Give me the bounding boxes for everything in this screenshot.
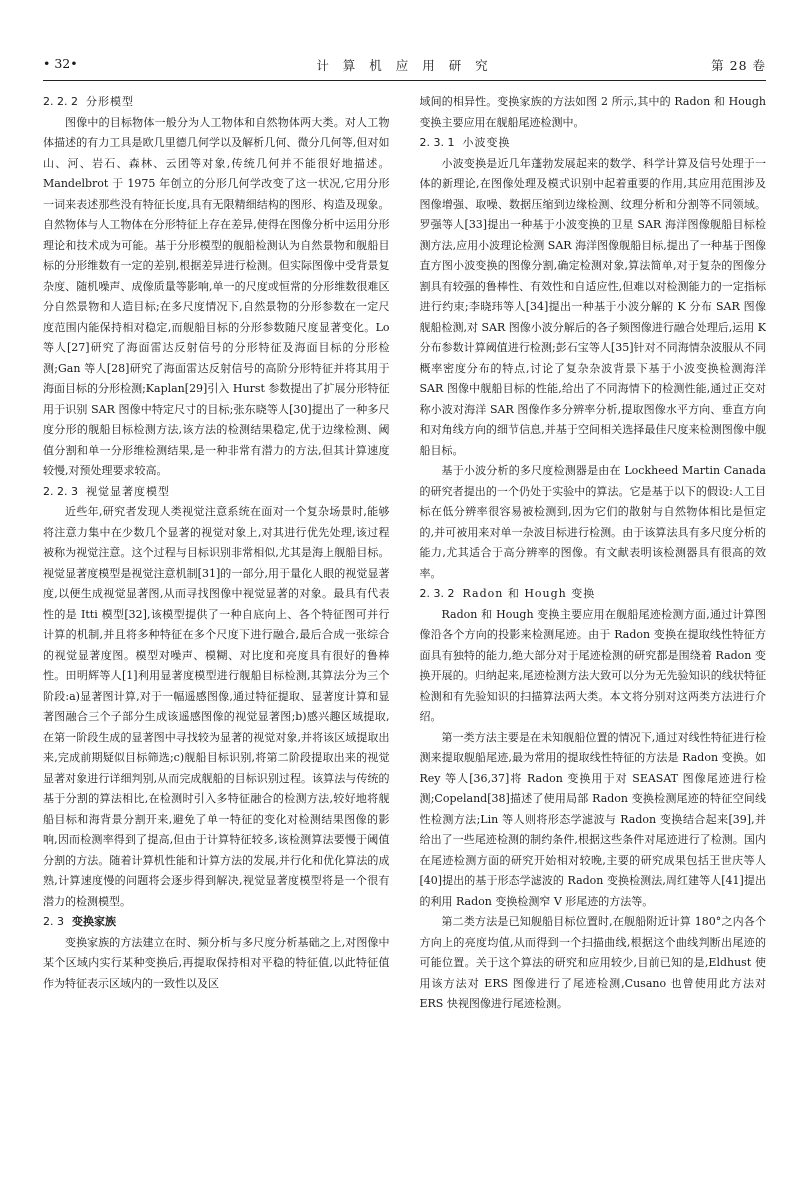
paragraph-first-method: 第一类方法主要是在未知舰船位置的情况下,通过对线性特征进行检测来提取舰船尾迹,最为常用的提取线性特征的方法是 Radon 变换。如 Rey 等人[36,37]将 Radon 变换用于对 SEASAT 图像尾迹进行检测;Copeland[38]描述了使用局部 Radon 变换检测尾迹的特征空间线性检测方法;Lin 等人则将形态学滤波与 Radon 变换结合起来[39],并给出了一些尾迹检测的制约条件,根据这些条件对尾迹进行了检测。国内在尾迹检测方面的研究开始相对较晚,主要的研究成果包括王世庆等人[40]提出的基于形态学滤波的 Radon 变换检测法,周红建等人[41]提出的利用 Radon 变换检测窄 V 形尾迹的方法等。	[419, 730, 766, 908]
right-column	[420, 92, 767, 1181]
section-heading-2-3-2: 2. 3. 2 Radon 和 Hough 变换	[419, 587, 596, 600]
journal-title: 计 算 机 应 用 研 究	[316, 58, 493, 73]
header-rule	[43, 80, 766, 81]
running-header	[43, 56, 766, 76]
paragraph-continuation: 域间的相异性。变换家族的方法如图 2 所示,其中的 Radon 和 Hough 变换主要应用在舰船尾迹检测中。	[419, 95, 766, 129]
paragraph-multiscale-detector: 基于小波分析的多尺度检测器是由在 Lockheed Martin Canada 的研究者提出的一个仍处于实验中的算法。它是基于以下的假设:人工目标在低分辨率很容易被检测到,因为它们的散射与自然物体相比是恒定的,并可被用来对单一杂波目标进行检测。由于该算法具有多尺度分析的能力,尤其适合于高分辨率的图像。有文献表明该检测器具有很高的效率。	[419, 464, 766, 580]
paragraph-transform-family: 变换家族的方法建立在时、频分析与多尺度分析基础之上,对图像中某个区域内实行某种变换后,再提取保持相对平稳的特征值,以此特征值作为特征表示区域内的一致性以及区	[43, 935, 390, 990]
section-heading-2-2-2: 2. 2. 2 分形模型	[43, 95, 134, 108]
paragraph-wavelet: 小波变换是近几年蓬勃发展起来的数学、科学计算及信号处理于一体的新理论,在图像处理及模式识别中起着重要的作用,其应用范围涉及图像增强、取噪、数据压缩到边缘检测、纹理分析和分割等不同领域。罗强等人[33]提出一种基于小波变换的卫星 SAR 海洋图像舰船目标检测方法,应用小波理论检测 SAR 海洋图像舰船目标,提出了一种基于图像直方图小波变换的图像分割,确定检测对象,算法简单,对于复杂的图像分割具有较强的鲁棒性、有效性和自适应性,但难以对检测能力的一定指标进行约束;李晓玮等人[34]提出一种基于小波分解的 K 分布 SAR 图像舰船检测,对 SAR 图像小波分解后的各子频图像进行融合处理后,运用 K 分布参数计算阈值进行检测;彭石宝等人[35]针对不同海情杂波服从不同概率密度分布的特点,讨论了复杂杂波背景下基于小波变换检测海洋 SAR 图像中舰船目标的性能,给出了不同海情下的检测性能,通过正交对称小波对海洋 SAR 图像作多分辨率分析,提取图像水平方向、垂直方向和对角线方向的细节信息,并基于空间相关选择最佳尺度来检测图像中舰船目标。	[419, 156, 766, 457]
section-heading-2-3-1: 2. 3. 1 小波变换	[419, 136, 511, 149]
left-column	[43, 92, 390, 1181]
section-heading-2-2-3: 2. 2. 3 视觉显著度模型	[43, 484, 170, 498]
volume-label: 第 28 卷	[711, 58, 766, 73]
paragraph-visual-saliency: 近些年,研究者发现人类视觉注意系统在面对一个复杂场景时,能够将注意力集中在少数几个显著的视觉对象上,对其进行优先处理,该过程被称为视觉注意。这个过程与目标识别非常相似,尤其是海上舰船目标。视觉显著度模型是视觉注意机制[31]的一部分,用于量化人眼的视觉显著度,以便生成视觉显著图,从而寻找图像中视觉显著的对象。最具有代表性的是 Itti 模型[32],该模型提供了一种自底向上、各个特征图可并行计算的机制,并且将多种特征在多个尺度下进行融合,最后合成一张综合的视觉显著度图。模型对噪声、模糊、对比度和亮度具有很好的鲁棒性。田明辉等人[1]利用显著度模型进行舰船目标检测,其算法分为三个阶段:a)显著图计算,对于一幅遥感图像,通过特征提取、显著度计算和显著图融合三个子部分生成该遥感图像的视觉显著图;b)感兴趣区域提取,在第一阶段生成的显著图中寻找较为显著的视觉对象,并将该区域提取出来,完成前期疑似目标筛选;c)舰船目标识别,将第二阶段提取出来的视觉显著对象进行详细判别,从而完成舰船的目标识别过程。该算法与传统的基于分割的算法相比,在检测时引入多特征融合的检测方法,较好地将舰船目标和海背景分割开来,避免了单一特征的变化对检测结果图像的影响,因而检测率得到了提高,但由于计算特征较多,该检测算法要慢于阈值分割的方法。随着计算机性能和计算方法的发展,并行化和优化算法的成熟,计算速度慢的问题将会逐步得到解决,视觉显著度模型将是一个很有潜力的检测模型。	[43, 505, 390, 908]
paragraph-second-method: 第二类方法是已知舰船目标位置时,在舰船附近计算 180°之内各个方向上的亮度均值,从而得到一个扫描曲线,根据这个曲线判断出尾迹的可能位置。关于这个算法的研究和应用较少,目前已知的是,Eldhust 使用该方法对 ERS 图像进行了尾迹检测,Cusano 也曾使用此方法对 ERS 快视图像进行尾迹检测。	[419, 915, 766, 1010]
section-heading-2-3: 2. 3 变换家族	[43, 915, 116, 928]
two-column-body	[43, 92, 766, 1181]
paragraph-radon-hough: Radon 和 Hough 变换主要应用在舰船尾迹检测方面,通过计算图像沿各个方向的投影来检测尾迹。由于 Radon 变换在提取线性特征方面具有独特的能力,绝大部分对于尾迹检测的研究都是围绕着 Radon 变换开展的。归纳起来,尾迹检测方法大致可以分为无先验知识的线状特征检测和有先验知识的扫描算法两大类。本文将分别对这两类方法进行介绍。	[419, 607, 766, 723]
page-number: • 32•	[43, 56, 78, 71]
paragraph-fractal-model: 图像中的目标物体一般分为人工物体和自然物体两大类。对人工物体描述的有力工具是欧几里德几何学以及解析几何、微分几何等,但对如山、河、岩石、森林、云团等对象,传统几何并不能很好地描述。Mandelbrot 于 1975 年创立的分形几何学改变了这一状况,它用分形一词来表述那些没有特征长度,具有无限精细结构的图形、构造及现象。自然物体与人工物体在分形特征上存在差异,使得在图像分析中运用分形理论和技术成为可能。基于分形模型的舰船检测认为自然景物和舰船目标的分形维数有一定的差别,根据差异进行检测。但实际图像中受背景复杂度、随机噪声、成像质量等影响,单一的尺度或恒常的分形维数很难区分自然景物和人造目标;在多尺度情况下,自然景物的分形参数在一定尺度范围内能保持相对稳定,而舰船目标的分形参数随尺度显著变化。Lo 等人[27]研究了海面雷达反射信号的分形特征及海面目标的分形检测;Gan 等人[28]研究了海面雷达反射信号的高阶分形特征并将其用于海面目标的分形检测;Kaplan[29]引入 Hurst 参数提出了扩展分形特征用于识别 SAR 图像中特定尺寸的目标;张东晓等人[30]提出了一种多尺度分形的舰船目标检测方法,该方法的检测结果稳定,优于边缘检测、阈值分割和单一分形维检测结果,是一种非常有潜力的方法,但其计算速度较慢,对预处理要求较高。	[43, 115, 390, 477]
